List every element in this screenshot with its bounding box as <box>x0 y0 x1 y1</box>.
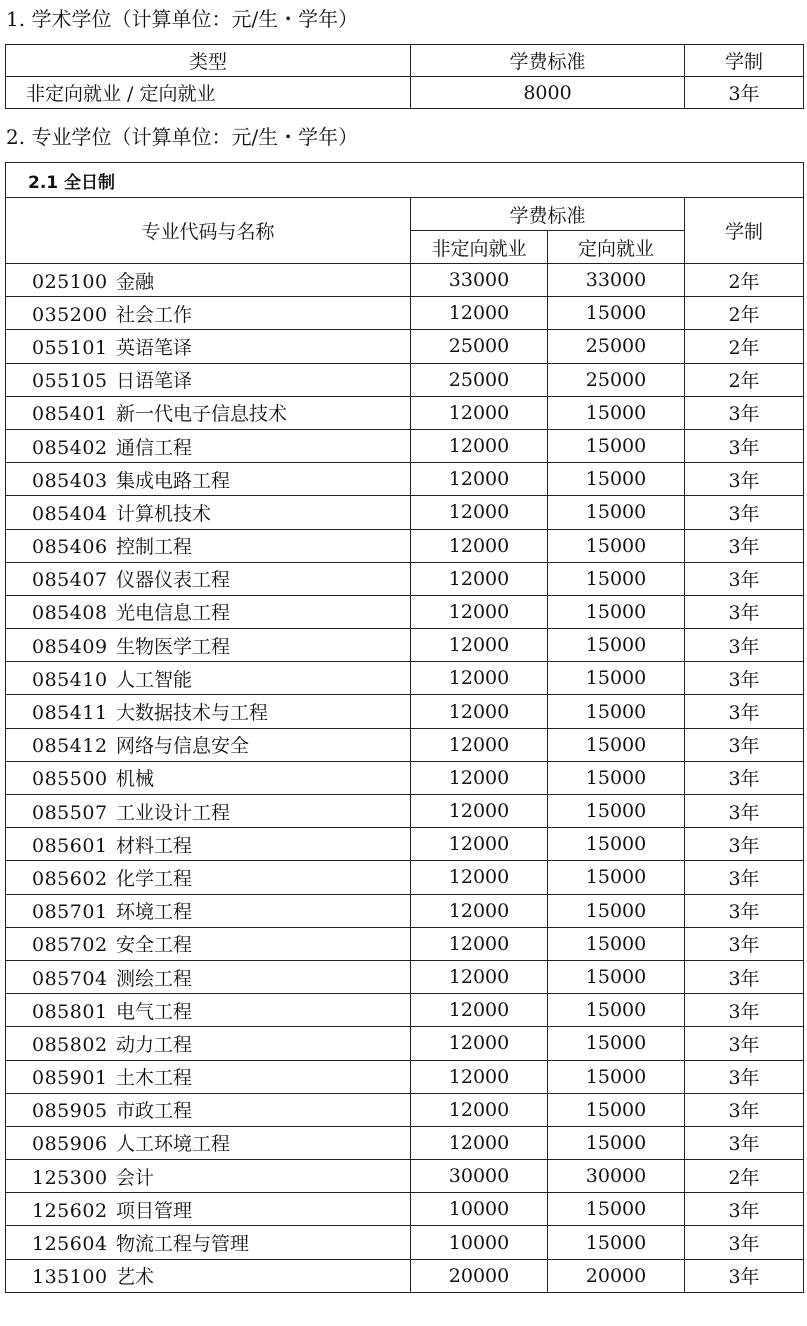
cell-program <box>6 1160 411 1193</box>
program-code: 085410 <box>32 668 108 691</box>
program-name: 艺术 <box>116 1266 155 1289</box>
header-type: 类型 <box>6 45 411 77</box>
program-code: 085702 <box>32 934 108 957</box>
cell-directed: 15000 <box>548 629 685 662</box>
cell-program <box>6 1027 411 1060</box>
program-code: 125602 <box>32 1199 108 1222</box>
cell-non-directed: 20000 <box>411 1259 548 1292</box>
program-name: 仪器仪表工程 <box>116 569 231 592</box>
cell-duration: 2年 <box>685 330 804 363</box>
header-program: 专业代码与名称 <box>6 198 411 264</box>
cell-duration: 3年 <box>685 77 804 109</box>
cell-directed: 15000 <box>548 1060 685 1093</box>
cell-duration: 3年 <box>685 396 804 429</box>
program-code: 085407 <box>32 569 108 592</box>
cell-non-directed: 12000 <box>411 429 548 462</box>
cell-duration: 2年 <box>685 264 804 297</box>
table-row <box>6 894 804 927</box>
program-code: 085402 <box>32 436 108 459</box>
cell-duration: 3年 <box>685 994 804 1027</box>
cell-duration: 3年 <box>685 629 804 662</box>
program-code: 055101 <box>32 336 108 359</box>
cell-non-directed: 12000 <box>411 695 548 728</box>
header-directed: 定向就业 <box>548 231 685 264</box>
cell-non-directed: 12000 <box>411 795 548 828</box>
cell-directed: 15000 <box>548 994 685 1027</box>
cell-non-directed: 12000 <box>411 1093 548 1126</box>
cell-duration: 3年 <box>685 960 804 993</box>
cell-program <box>6 695 411 728</box>
cell-directed: 15000 <box>548 595 685 628</box>
program-code: 085409 <box>32 635 108 658</box>
cell-program <box>6 297 411 330</box>
cell-duration: 3年 <box>685 728 804 761</box>
header-fee: 学费标准 <box>411 198 685 231</box>
table-header-row <box>6 45 804 77</box>
program-name: 安全工程 <box>116 934 193 957</box>
table-row <box>6 264 804 297</box>
program-name: 环境工程 <box>116 901 193 924</box>
cell-non-directed: 12000 <box>411 761 548 794</box>
cell-non-directed: 12000 <box>411 396 548 429</box>
table-row <box>6 927 804 960</box>
cell-non-directed: 12000 <box>411 595 548 628</box>
program-code: 085412 <box>32 735 108 758</box>
program-name: 人工智能 <box>116 668 193 691</box>
cell-directed: 15000 <box>548 695 685 728</box>
table-header-row <box>6 198 804 231</box>
cell-program <box>6 1259 411 1292</box>
table-row <box>6 761 804 794</box>
program-name: 市政工程 <box>116 1100 193 1123</box>
cell-non-directed: 12000 <box>411 894 548 927</box>
cell-program <box>6 562 411 595</box>
cell-non-directed: 12000 <box>411 562 548 595</box>
cell-program <box>6 728 411 761</box>
cell-duration: 3年 <box>685 761 804 794</box>
program-name: 新一代电子信息技术 <box>116 403 288 426</box>
cell-program <box>6 529 411 562</box>
table-row <box>6 1193 804 1226</box>
program-name: 项目管理 <box>116 1199 193 1222</box>
cell-program <box>6 429 411 462</box>
program-code: 085802 <box>32 1033 108 1056</box>
program-code: 085704 <box>32 967 108 990</box>
cell-directed: 33000 <box>548 264 685 297</box>
table-row <box>6 595 804 628</box>
cell-directed: 15000 <box>548 728 685 761</box>
program-name: 通信工程 <box>116 436 193 459</box>
cell-program <box>6 330 411 363</box>
cell-non-directed: 12000 <box>411 728 548 761</box>
program-code: 085403 <box>32 469 108 492</box>
cell-duration: 3年 <box>685 1027 804 1060</box>
program-code: 085401 <box>32 403 108 426</box>
table-row <box>6 960 804 993</box>
table-row <box>6 629 804 662</box>
cell-directed: 15000 <box>548 960 685 993</box>
cell-duration: 3年 <box>685 1259 804 1292</box>
cell-duration: 2年 <box>685 297 804 330</box>
cell-non-directed: 12000 <box>411 828 548 861</box>
cell-program <box>6 1193 411 1226</box>
table-row <box>6 363 804 396</box>
program-name: 英语笔译 <box>116 336 193 359</box>
cell-program <box>6 496 411 529</box>
cell-non-directed: 12000 <box>411 463 548 496</box>
program-name: 日语笔译 <box>116 370 193 393</box>
cell-duration: 3年 <box>685 894 804 927</box>
program-name: 测绘工程 <box>116 967 193 990</box>
program-name: 生物医学工程 <box>116 635 231 658</box>
cell-non-directed: 12000 <box>411 861 548 894</box>
table-row <box>6 1060 804 1093</box>
program-code: 085408 <box>32 602 108 625</box>
cell-duration: 3年 <box>685 662 804 695</box>
cell-program <box>6 894 411 927</box>
cell-duration: 3年 <box>685 463 804 496</box>
table-row <box>6 994 804 1027</box>
program-code: 085500 <box>32 768 108 791</box>
cell-directed: 15000 <box>548 496 685 529</box>
table-row <box>6 1160 804 1193</box>
cell-duration: 3年 <box>685 429 804 462</box>
cell-program <box>6 960 411 993</box>
cell-program <box>6 828 411 861</box>
cell-non-directed: 30000 <box>411 1160 548 1193</box>
program-name: 网络与信息安全 <box>116 735 250 758</box>
cell-directed: 15000 <box>548 894 685 927</box>
cell-program <box>6 463 411 496</box>
cell-program <box>6 927 411 960</box>
cell-non-directed: 12000 <box>411 1126 548 1159</box>
program-name: 材料工程 <box>116 834 193 857</box>
cell-duration: 2年 <box>685 363 804 396</box>
cell-directed: 15000 <box>548 529 685 562</box>
cell-duration: 3年 <box>685 1093 804 1126</box>
table-row <box>6 463 804 496</box>
cell-duration: 3年 <box>685 529 804 562</box>
program-name: 物流工程与管理 <box>116 1233 250 1256</box>
cell-non-directed: 10000 <box>411 1226 548 1259</box>
program-name: 社会工作 <box>116 303 193 326</box>
program-name: 会计 <box>116 1166 155 1189</box>
program-name: 土木工程 <box>116 1067 193 1090</box>
program-code: 135100 <box>32 1266 108 1289</box>
cell-duration: 3年 <box>685 695 804 728</box>
table-row <box>6 662 804 695</box>
cell-duration: 3年 <box>685 496 804 529</box>
table-row <box>6 1093 804 1126</box>
table-row <box>6 795 804 828</box>
table-row <box>6 529 804 562</box>
cell-non-directed: 25000 <box>411 363 548 396</box>
cell-directed: 25000 <box>548 363 685 396</box>
program-name: 大数据技术与工程 <box>116 702 269 725</box>
cell-duration: 3年 <box>685 595 804 628</box>
cell-duration: 3年 <box>685 1193 804 1226</box>
cell-program <box>6 363 411 396</box>
table-row <box>6 396 804 429</box>
cell-duration: 3年 <box>685 861 804 894</box>
professional-degree-table <box>5 162 804 1293</box>
cell-directed: 15000 <box>548 861 685 894</box>
cell-non-directed: 12000 <box>411 927 548 960</box>
program-code: 085906 <box>32 1133 108 1156</box>
cell-non-directed: 12000 <box>411 297 548 330</box>
cell-duration: 3年 <box>685 1226 804 1259</box>
cell-directed: 15000 <box>548 1126 685 1159</box>
program-code: 055105 <box>32 370 108 393</box>
cell-duration: 3年 <box>685 562 804 595</box>
cell-directed: 15000 <box>548 828 685 861</box>
cell-directed: 15000 <box>548 795 685 828</box>
program-name: 计算机技术 <box>116 502 212 525</box>
program-name: 光电信息工程 <box>116 602 231 625</box>
header-non-directed: 非定向就业 <box>411 231 548 264</box>
cell-program <box>6 396 411 429</box>
table-row <box>6 496 804 529</box>
cell-directed: 15000 <box>548 429 685 462</box>
program-code: 085411 <box>32 702 108 725</box>
table-row <box>6 728 804 761</box>
table-row <box>6 828 804 861</box>
cell-program <box>6 264 411 297</box>
table-row <box>6 77 804 109</box>
cell-non-directed: 12000 <box>411 960 548 993</box>
program-code: 035200 <box>32 303 108 326</box>
cell-non-directed: 25000 <box>411 330 548 363</box>
cell-non-directed: 12000 <box>411 496 548 529</box>
academic-degree-table <box>5 44 804 109</box>
program-code: 085406 <box>32 536 108 559</box>
program-name: 工业设计工程 <box>116 801 231 824</box>
program-code: 085602 <box>32 867 108 890</box>
section1-title: 1. 学术学位（计算单位：元/生・学年） <box>6 7 359 31</box>
cell-program <box>6 1126 411 1159</box>
cell-non-directed: 33000 <box>411 264 548 297</box>
program-name: 动力工程 <box>116 1033 193 1056</box>
cell-directed: 15000 <box>548 927 685 960</box>
cell-program <box>6 761 411 794</box>
cell-program <box>6 1093 411 1126</box>
subsection-title: 2.1 全日制 <box>6 163 804 198</box>
cell-program <box>6 1226 411 1259</box>
cell-duration: 3年 <box>685 1126 804 1159</box>
program-code: 085507 <box>32 801 108 824</box>
program-code: 025100 <box>32 270 108 293</box>
cell-non-directed: 12000 <box>411 994 548 1027</box>
cell-program <box>6 629 411 662</box>
cell-program <box>6 662 411 695</box>
program-code: 085905 <box>32 1100 108 1123</box>
cell-directed: 15000 <box>548 297 685 330</box>
table-row <box>6 330 804 363</box>
cell-directed: 15000 <box>548 1226 685 1259</box>
table-row <box>6 1226 804 1259</box>
cell-fee: 8000 <box>411 77 685 109</box>
program-name: 控制工程 <box>116 536 193 559</box>
cell-duration: 3年 <box>685 927 804 960</box>
table-row <box>6 562 804 595</box>
program-name: 机械 <box>116 768 155 791</box>
cell-program <box>6 595 411 628</box>
cell-non-directed: 12000 <box>411 662 548 695</box>
cell-program <box>6 861 411 894</box>
program-name: 集成电路工程 <box>116 469 231 492</box>
program-name: 人工环境工程 <box>116 1133 231 1156</box>
program-code: 125300 <box>32 1166 108 1189</box>
cell-non-directed: 12000 <box>411 1060 548 1093</box>
program-name: 化学工程 <box>116 867 193 890</box>
cell-non-directed: 12000 <box>411 1027 548 1060</box>
header-fee: 学费标准 <box>411 45 685 77</box>
cell-non-directed: 10000 <box>411 1193 548 1226</box>
table-row <box>6 1259 804 1292</box>
program-code: 085901 <box>32 1067 108 1090</box>
program-code: 085701 <box>32 901 108 924</box>
cell-duration: 3年 <box>685 828 804 861</box>
cell-type: 非定向就业 / 定向就业 <box>6 77 411 109</box>
cell-directed: 15000 <box>548 562 685 595</box>
program-code: 125604 <box>32 1233 108 1256</box>
section2-title: 2. 专业学位（计算单位：元/生・学年） <box>6 125 359 149</box>
cell-non-directed: 12000 <box>411 529 548 562</box>
cell-directed: 15000 <box>548 761 685 794</box>
cell-directed: 25000 <box>548 330 685 363</box>
table-row <box>6 297 804 330</box>
program-code: 085601 <box>32 834 108 857</box>
cell-directed: 15000 <box>548 396 685 429</box>
table-row <box>6 861 804 894</box>
header-duration: 学制 <box>685 198 804 264</box>
cell-program <box>6 1060 411 1093</box>
program-code: 085404 <box>32 502 108 525</box>
cell-directed: 30000 <box>548 1160 685 1193</box>
table-row <box>6 695 804 728</box>
subsection-row <box>6 163 804 198</box>
cell-program <box>6 994 411 1027</box>
cell-program <box>6 795 411 828</box>
table-row <box>6 1027 804 1060</box>
program-name: 电气工程 <box>116 1000 193 1023</box>
cell-directed: 15000 <box>548 662 685 695</box>
program-code: 085801 <box>32 1000 108 1023</box>
table-row <box>6 1126 804 1159</box>
cell-duration: 2年 <box>685 1160 804 1193</box>
cell-directed: 15000 <box>548 1027 685 1060</box>
table-row <box>6 429 804 462</box>
header-duration: 学制 <box>685 45 804 77</box>
cell-duration: 3年 <box>685 795 804 828</box>
cell-directed: 15000 <box>548 1193 685 1226</box>
cell-directed: 15000 <box>548 463 685 496</box>
cell-duration: 3年 <box>685 1060 804 1093</box>
cell-non-directed: 12000 <box>411 629 548 662</box>
cell-directed: 15000 <box>548 1093 685 1126</box>
program-name: 金融 <box>116 270 155 293</box>
cell-directed: 20000 <box>548 1259 685 1292</box>
